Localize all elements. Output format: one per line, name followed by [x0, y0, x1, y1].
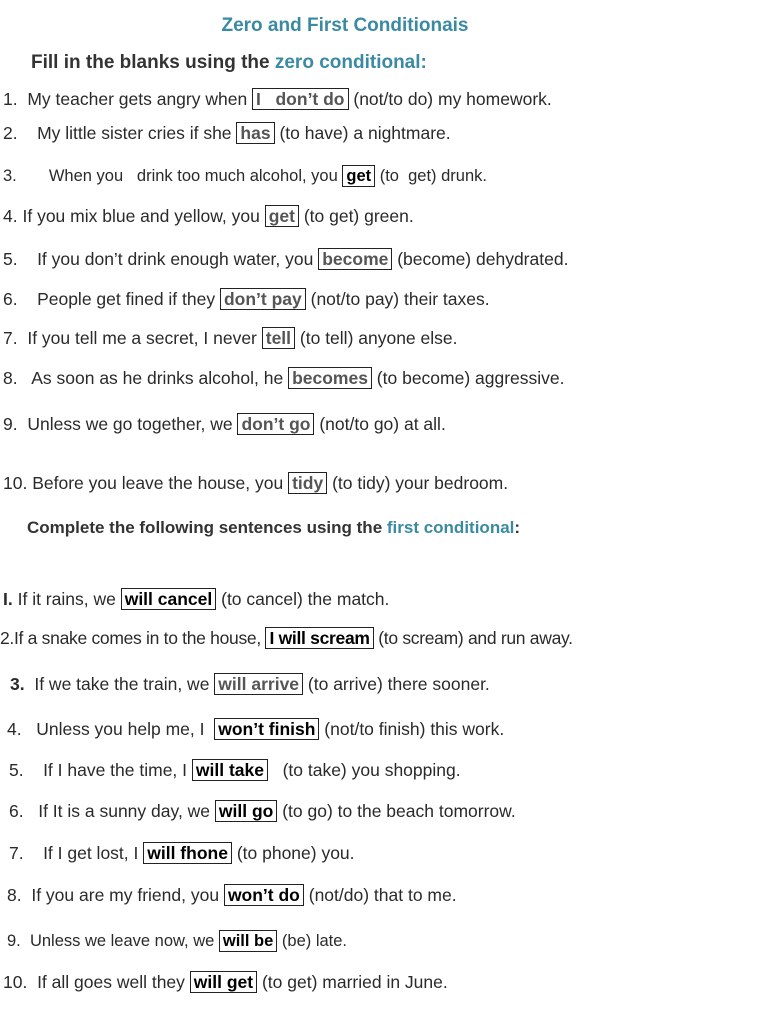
answer-box: won’t finish	[214, 718, 319, 740]
answer-box: will arrive	[214, 673, 303, 695]
zero-item-1: 1. My teacher gets angry when I don’t do (not/to do) my homework.	[3, 89, 552, 109]
worksheet-title: Zero and First Conditionais	[221, 15, 469, 36]
zero-item-7: 7. If you tell me a secret, I never tell (to tell) anyone else.	[3, 328, 458, 348]
section2-heading: Complete the following sentences using the first conditional:	[27, 518, 521, 537]
answer-box: will get	[190, 971, 257, 993]
answer-box: will fhone	[143, 842, 232, 864]
answer-box: don’t pay	[220, 288, 306, 310]
answer-box: I don’t do	[252, 88, 348, 110]
first-item-2: 2.If a snake comes in to the house, I will scream (to scream) and run away.	[0, 628, 573, 648]
zero-item-8: 8. As soon as he drinks alcohol, he becomes (to become) aggressive.	[3, 368, 565, 388]
answer-box: I will scream	[265, 627, 373, 649]
zero-item-6: 6. People get fined if they don’t pay (not/to pay) their taxes.	[3, 289, 490, 309]
zero-item-4: 4. If you mix blue and yellow, you get (to get) green.	[3, 206, 414, 226]
first-item-8: 8. If you are my friend, you won’t do (not/do) that to me.	[7, 885, 457, 905]
answer-box: becomes	[288, 367, 372, 389]
zero-item-3: 3. When you drink too much alcohol, you get (to get) drunk.	[3, 167, 487, 185]
zero-item-9: 9. Unless we go together, we don’t go (not/to go) at all.	[3, 414, 446, 434]
answer-box: won’t do	[224, 884, 304, 906]
answer-box: will take	[192, 759, 268, 781]
first-item-7: 7. If I get lost, I will fhone (to phone) you.	[9, 843, 355, 863]
first-item-10: 10. If all goes well they will get (to get) married in June.	[3, 972, 448, 992]
zero-item-5: 5. If you don’t drink enough water, you become (become) dehydrated.	[3, 249, 569, 269]
zero-item-2: 2. My little sister cries if she has (to have) a nightmare.	[3, 123, 451, 143]
answer-box: will be	[219, 930, 277, 952]
first-item-6: 6. If It is a sunny day, we will go (to go) to the beach tomorrow.	[9, 801, 516, 821]
answer-box: will cancel	[121, 588, 217, 610]
answer-box: has	[236, 122, 274, 144]
answer-box: get	[265, 205, 299, 227]
section1-heading: Fill in the blanks using the zero conditional:	[31, 52, 427, 73]
answer-box: don’t go	[237, 413, 314, 435]
first-item-9: 9. Unless we leave now, we will be (be) late.	[7, 932, 348, 950]
answer-box: become	[318, 248, 392, 270]
answer-box: tidy	[288, 472, 327, 494]
first-item-5: 5. If I have the time, I will take (to take) you shopping.	[9, 760, 461, 780]
answer-box: tell	[262, 327, 295, 349]
first-item-3: 3. If we take the train, we will arrive (to arrive) there sooner.	[10, 674, 490, 694]
first-item-4: 4. Unless you help me, I won’t finish (not/to finish) this work.	[7, 719, 505, 739]
answer-box: will go	[215, 800, 277, 822]
zero-item-10: 10. Before you leave the house, you tidy (to tidy) your bedroom.	[3, 473, 509, 493]
answer-box: get	[342, 165, 375, 187]
first-item-1: I. If it rains, we will cancel (to cancel) the match.	[3, 589, 390, 609]
